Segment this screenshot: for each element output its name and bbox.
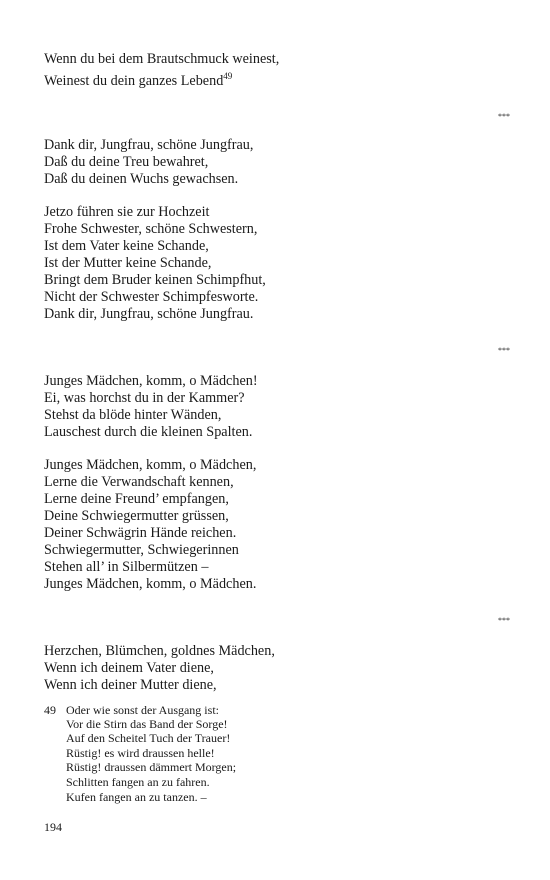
verse-line: Dank dir, Jungfrau, schöne Jungfrau. bbox=[44, 306, 254, 322]
verse-line: Deine Schwiegermutter grüssen, bbox=[44, 508, 229, 524]
verse-line: Junges Mädchen, komm, o Mädchen, bbox=[44, 457, 257, 473]
verse-line: Stehst da blöde hinter Wänden, bbox=[44, 407, 222, 423]
verse-line bbox=[44, 68, 232, 90]
footnote-number: 49 bbox=[44, 703, 56, 717]
verse-line: Lauschest durch die kleinen Spalten. bbox=[44, 424, 253, 440]
verse-line: Frohe Schwester, schöne Schwestern, bbox=[44, 221, 258, 237]
footnote-line: Kufen fangen an zu tanzen. – bbox=[66, 790, 207, 804]
footnote-line: Rüstig! draussen dämmert Morgen; bbox=[66, 760, 237, 774]
verse-line: Schwiegermutter, Schwiegerinnen bbox=[44, 542, 239, 558]
verse-line: Daß du deinen Wuchs gewachsen. bbox=[44, 171, 239, 187]
verse-line: Wenn du bei dem Brautschmuck weinest, bbox=[44, 51, 280, 67]
footnote-line: Vor die Stirn das Band der Sorge! bbox=[66, 717, 228, 731]
section-separator: *** bbox=[498, 112, 510, 121]
footnote-line: Oder wie sonst der Ausgang ist: bbox=[66, 703, 219, 717]
verse-line: Deiner Schwägrin Hände reichen. bbox=[44, 525, 237, 541]
section-separator: *** bbox=[498, 616, 510, 625]
footnote-line: Schlitten fangen an zu fahren. bbox=[66, 775, 210, 789]
verse-line: Ist dem Vater keine Schande, bbox=[44, 238, 209, 254]
verse-line: Ei, was horchst du in der Kammer? bbox=[44, 390, 245, 406]
verse-line: Bringt dem Bruder keinen Schimpfhut, bbox=[44, 272, 266, 288]
page-number: 194 bbox=[44, 820, 62, 834]
verse-line: Dank dir, Jungfrau, schöne Jungfrau, bbox=[44, 137, 254, 153]
verse-line: Jetzo führen sie zur Hochzeit bbox=[44, 204, 210, 220]
verse-text: Weinest du dein ganzes Lebend bbox=[44, 73, 224, 89]
verse-line: Lerne deine Freund’ empfangen, bbox=[44, 491, 229, 507]
footnote-reference[interactable]: 49 bbox=[223, 71, 233, 81]
verse-line: Daß du deine Treu bewahret, bbox=[44, 154, 209, 170]
section-separator: *** bbox=[498, 346, 510, 355]
verse-line: Nicht der Schwester Schimpfesworte. bbox=[44, 289, 259, 305]
verse-line: Wenn ich deinem Vater diene, bbox=[44, 660, 214, 676]
verse-line: Lerne die Verwandschaft kennen, bbox=[44, 474, 234, 490]
verse-line: Stehen all’ in Silbermützen – bbox=[44, 559, 209, 575]
verse-line: Herzchen, Blümchen, goldnes Mädchen, bbox=[44, 643, 275, 659]
footnote-line: Auf den Scheitel Tuch der Trauer! bbox=[66, 731, 231, 745]
verse-line: Junges Mädchen, komm, o Mädchen. bbox=[44, 576, 257, 592]
footnote-line: Rüstig! es wird draussen helle! bbox=[66, 746, 215, 760]
verse-line: Junges Mädchen, komm, o Mädchen! bbox=[44, 373, 258, 389]
verse-line: Ist der Mutter keine Schande, bbox=[44, 255, 212, 271]
verse-line: Wenn ich deiner Mutter diene, bbox=[44, 677, 217, 693]
